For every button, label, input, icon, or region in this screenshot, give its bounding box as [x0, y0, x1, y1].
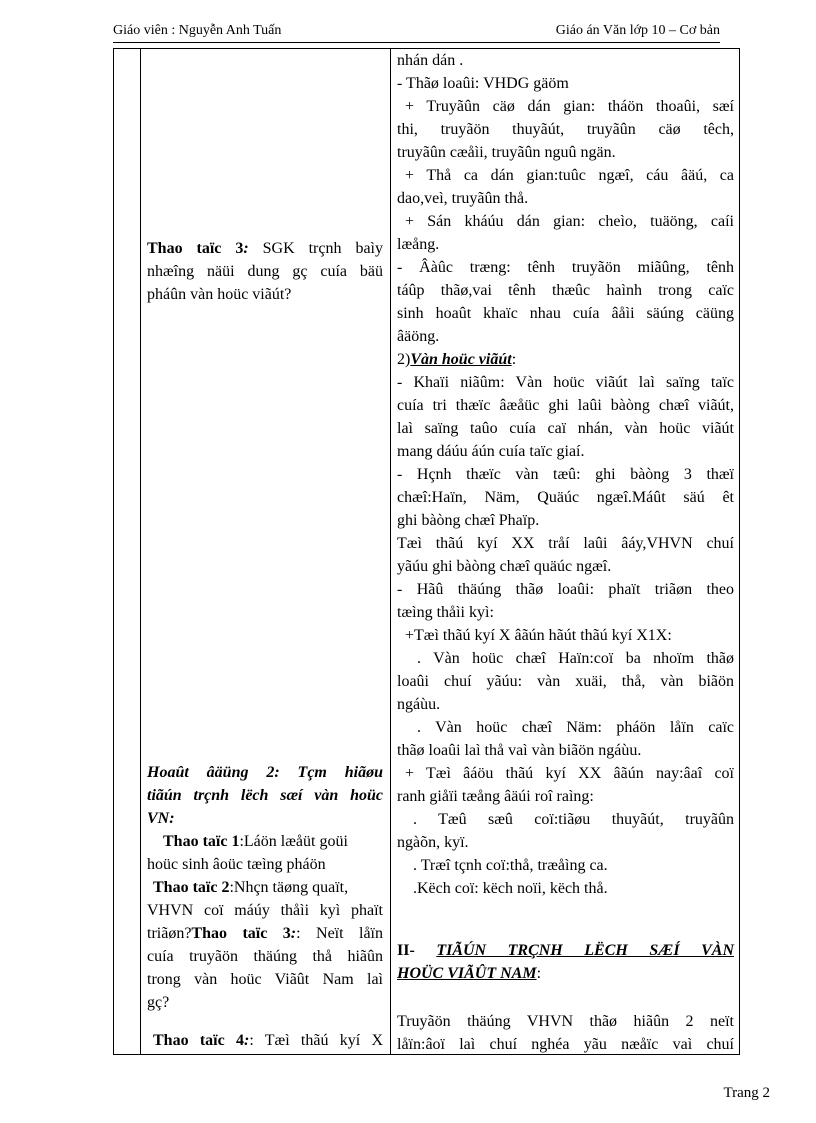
index-cell — [114, 49, 141, 1055]
subject-title: Giáo án Văn lớp 10 – Cơ bản — [555, 23, 720, 38]
content-cell — [391, 49, 740, 1055]
task2-label: Thao taïc 2 — [153, 879, 230, 896]
page-header — [113, 22, 720, 43]
teacher-name: Giáo viên : Nguyễn Anh Tuấn — [113, 23, 282, 38]
task1-label: Thao taïc 1 — [163, 833, 240, 850]
task3b-label: Thao taïc 3 — [191, 925, 291, 942]
activity2-block: Hoaût âäüng 2: Tçm hiãøu tiãún trçnh lëch sæí vàn hoüc VN: Thao taïc 1:Láön læåüt goüi hoüc sinh âoüc tæìng pháön Thao taïc 2:Nhçn täøng quaït, VHVN coï máúy thåìi kyì phaït triãøn?Thao taïc 3:: Neït låïn cuía truyãön thäúng thå hiãûn trong vàn hoüc Viãût Nam laì gç? — [147, 761, 383, 1014]
section2-block: II- TIÃÚN TRÇNH LËCH SÆÍ VÀN HOÜC VIÃÛT NAM: — [397, 942, 734, 982]
lesson-table — [113, 48, 740, 1055]
teacher-activity-cell — [141, 49, 391, 1055]
activity2-title: Hoaût âäüng 2: Tçm hiãøu — [147, 764, 383, 781]
section2-text: Truyãön thäúng VHVN thãø hiãûn 2 neït låïn:âoï laì chuí nghéa yãu næåïc vaì chuí — [397, 1013, 734, 1053]
task3-block: Thao taïc 3: SGK trçnh baìy nhæîng näüi dung gç cuía bäü pháûn vàn hoüc viãút? — [147, 240, 383, 303]
task4-block: Thao taïc 4:: Tæì thãú kyí X — [153, 1032, 384, 1049]
page-number: Trang 2 — [723, 1085, 770, 1101]
task4-label: Thao taïc 4 — [153, 1032, 244, 1049]
table-row — [114, 49, 740, 1055]
task3-label: Thao taïc 3 — [147, 240, 244, 257]
written-literature-heading: 2)Vàn hoüc viãút: — [397, 351, 517, 368]
section2-title: TIÃÚN TRÇNH LËCH SÆÍ VÀN — [436, 942, 734, 959]
content-block-1: nhán dán . - Thãø loaûi: VHDG gäöm + Truyãûn cäø dán gian: tháön thoaûi, sæí thi, truyãön thuyãút, truyãûn cäø têch, truyãûn cæåìi, truyãûn nguû ngän. + Thå ca dán gian:tuûc ngæî, cáu âäú, ca dao,veì, truyãûn thå. + Sán kháúu dán gian: cheìo, tuäöng, caíi læång. - Âàûc træng: tênh truyãön miãûng, tênh táûp thãø,vai tênh thæûc haình trong caïc sinh hoaût khaïc nhau cuía âåìi säúng cäüng âäöng. 2)Vàn hoüc viãút: - Khaïi niãûm: Vàn hoüc viãút laì saïng taïc cuía tri thæïc âæåüc ghi laûi bàòng chæî viãút, laì saïng taûo cuía caï nhán, vàn hoüc viãút mang dáúu áún cuía taïc giaí. - Hçnh thæïc vàn tæû: ghi bàòng 3 thæï chæî:Haïn, Näm, Quäúc ngæî.Máût säú êt ghi bàòng chæî Phaïp. Tæì thãú kyí XX tråí laûi âáy,VHVN chuí yãúu ghi bàòng chæî quäúc ngæî. - Hãû thäúng thãø loaûi: phaït triãøn theo tæìng thåìi kyì: +Tæì thãú kyí X âãún hãút thãú kyí X1X: . Vàn hoüc chæî Haïn:coï ba nhoïm thãø loaûi chuí yãúu: vàn xuäi, thå, vàn biãön ngáùu. . Vàn hoüc chæî Näm: pháön låïn caïc thãø loaûi laì thå vaì vàn biãön ngáùu. + Tæì âáöu thãú kyí XX âãún nay:âaî coï ranh giåïi tæång âäúi roî raìng: . Tæû sæû coï:tiãøu thuyãút, truyãûn ngàõn, kyï. . Træî tçnh coï:thå, træåìng ca. .Këch coï: këch noïi, këch thå. — [397, 52, 734, 897]
